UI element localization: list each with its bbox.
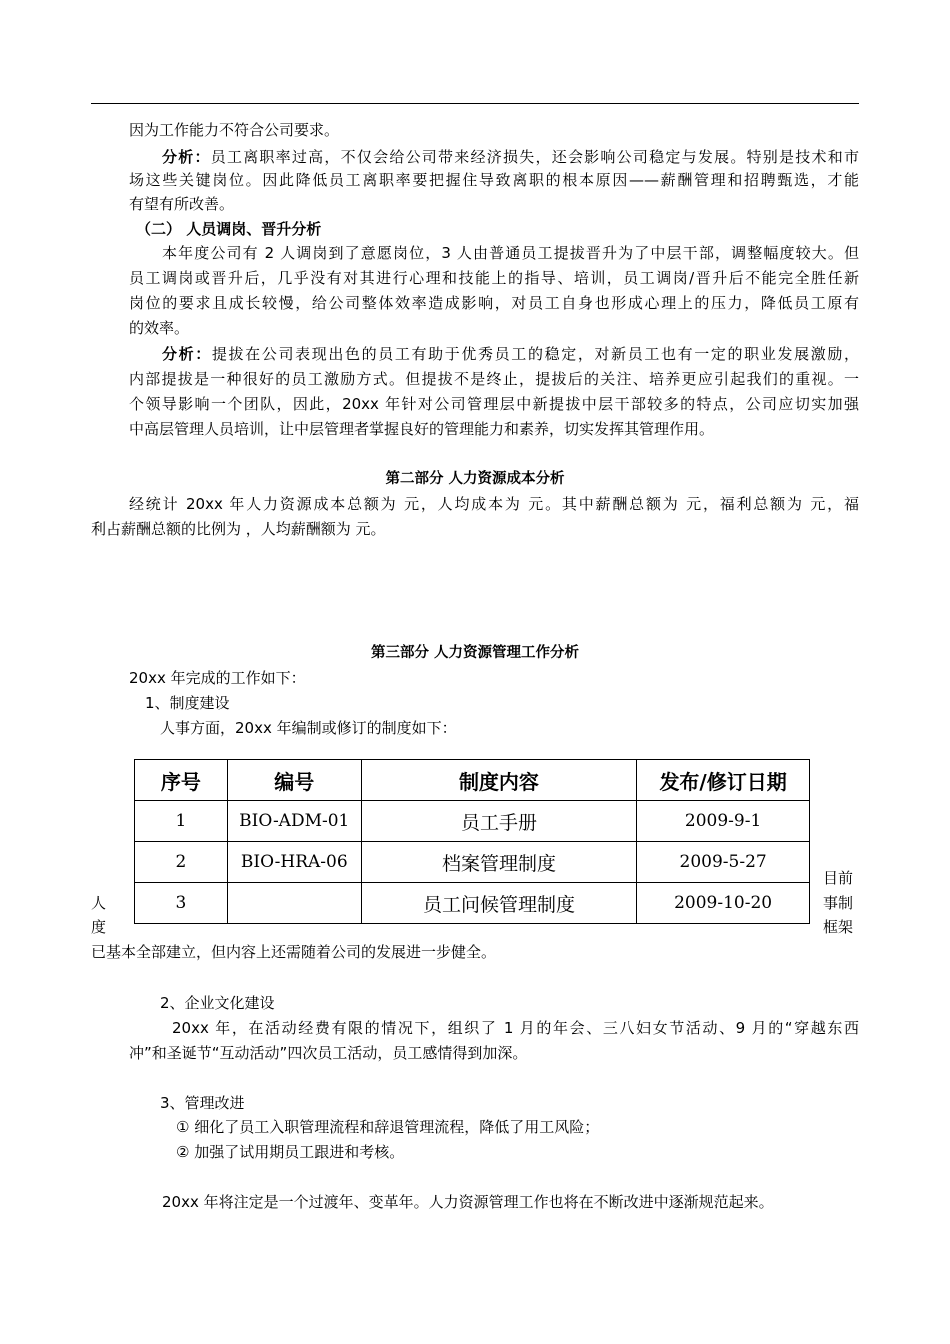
paragraph-line: 岗位的要求且成长较慢，给公司整体效率造成影响，对员工自身也形成心理上的压力，降低员工原有 <box>129 294 859 312</box>
list-item: 2、企业文化建设 <box>160 994 275 1012</box>
paragraph-line: 因为工作能力不符合公司要求。 <box>129 121 340 139</box>
section-heading: （二） 人员调岗、晋升分析 <box>136 220 322 238</box>
list-item: 1、制度建设 <box>145 694 230 712</box>
paragraph-line: 员工调岗或晋升后，几乎没有对其进行心理和技能上的指导、培训，员工调岗/晋升后不能完全胜任新 <box>129 269 859 287</box>
wrap-text-right: 框架 <box>823 918 854 936</box>
table-cell: 员工手册 <box>361 801 637 842</box>
table-cell: 员工问候管理制度 <box>361 883 637 924</box>
closing-line: 20xx 年将注定是一个过渡年、变革年。人力资源管理工作也将在不断改进中逐渐规范起来。 <box>162 1193 774 1211</box>
table-cell: 2009-5-27 <box>637 842 810 883</box>
table-cell: 档案管理制度 <box>361 842 637 883</box>
wrap-text-right: 事制 <box>823 894 854 912</box>
table-cell: 2009-10-20 <box>637 883 810 924</box>
paragraph-line: 20xx 年完成的工作如下： <box>129 669 306 687</box>
part2-title: 第二部分 人力资源成本分析 <box>385 471 565 487</box>
list-item: ② 加强了试用期员工跟进和考核。 <box>176 1143 405 1161</box>
paragraph-line: 的效率。 <box>129 319 190 337</box>
paragraph-line: 内部提拔是一种很好的员工激励方式。但提拔不是终止，提拔后的关注、培养更应引起我们的重视。一 <box>129 370 859 388</box>
table-row <box>135 883 810 924</box>
paragraph-line: 经统计 20xx 年人力资源成本总额为 元，人均成本为 元。其中薪酬总额为 元，福利总额为 元，福 <box>129 495 859 513</box>
paragraph-line: 冲”和圣诞节“互动活动”四次员工活动，员工感情得到加深。 <box>129 1044 528 1062</box>
analysis-line: 分析：提拔在公司表现出色的员工有助于优秀员工的稳定，对新员工也有一定的职业发展激励， <box>162 345 859 363</box>
table-row <box>135 801 810 842</box>
table-cell: BIO-HRA-06 <box>227 842 361 883</box>
paragraph-line: 场这些关键岗位。因此降低员工离职率要把握住导致离职的根本原因——薪酬管理和招聘甄选，才能 <box>129 171 859 189</box>
paragraph-line: 人事方面，20xx 年编制或修订的制度如下： <box>160 719 457 737</box>
table-header-row <box>135 760 810 801</box>
table-cell <box>227 883 361 924</box>
header-rule <box>91 103 859 104</box>
paragraph-line: 利占薪酬总额的比例为 ，人均薪酬额为 元。 <box>91 520 386 538</box>
table-header: 制度内容 <box>361 760 637 801</box>
paragraph-line: 20xx 年，在活动经费有限的情况下，组织了 1 月的年会、三八妇女节活动、9 月的“穿越东西 <box>172 1019 859 1037</box>
table-cell: 1 <box>135 801 228 842</box>
table-cell: BIO-ADM-01 <box>227 801 361 842</box>
table-header: 编号 <box>227 760 361 801</box>
table-row <box>135 842 810 883</box>
paragraph-line: 本年度公司有 2 人调岗到了意愿岗位，3 人由普通员工提拔晋升为了中层干部，调整幅度较大。但 <box>162 244 859 262</box>
table-cell: 2009-9-1 <box>637 801 810 842</box>
table-cell: 3 <box>135 883 228 924</box>
list-item: 3、管理改进 <box>160 1094 245 1112</box>
wrap-text-right: 目前 <box>823 869 854 887</box>
part3-title: 第三部分 人力资源管理工作分析 <box>370 645 580 661</box>
wrap-text-left: 人 <box>91 894 107 912</box>
table-header: 发布/修订日期 <box>637 760 810 801</box>
analysis-label: 分析： <box>162 345 212 363</box>
table-cell: 2 <box>135 842 228 883</box>
list-item: ① 细化了员工入职管理流程和辞退管理流程，降低了用工风险； <box>176 1118 600 1136</box>
paragraph-line: 中高层管理人员培训，让中层管理者掌握良好的管理能力和素养，切实发挥其管理作用。 <box>129 420 715 438</box>
paragraph-line: 个领导影响一个团队，因此，20xx 年针对公司管理层中新提拔中层干部较多的特点，公司应切实加强 <box>129 395 859 413</box>
paragraph-line: 有望有所改善。 <box>129 195 235 213</box>
paragraph-line: 已基本全部建立，但内容上还需随着公司的发展进一步健全。 <box>91 943 497 961</box>
wrap-text-left: 度 <box>91 918 107 936</box>
regulation-table <box>134 759 810 924</box>
analysis-line: 分析：员工离职率过高，不仅会给公司带来经济损失，还会影响公司稳定与发展。特别是技术和市 <box>162 148 859 166</box>
analysis-label: 分析： <box>162 148 211 166</box>
table-header: 序号 <box>135 760 228 801</box>
